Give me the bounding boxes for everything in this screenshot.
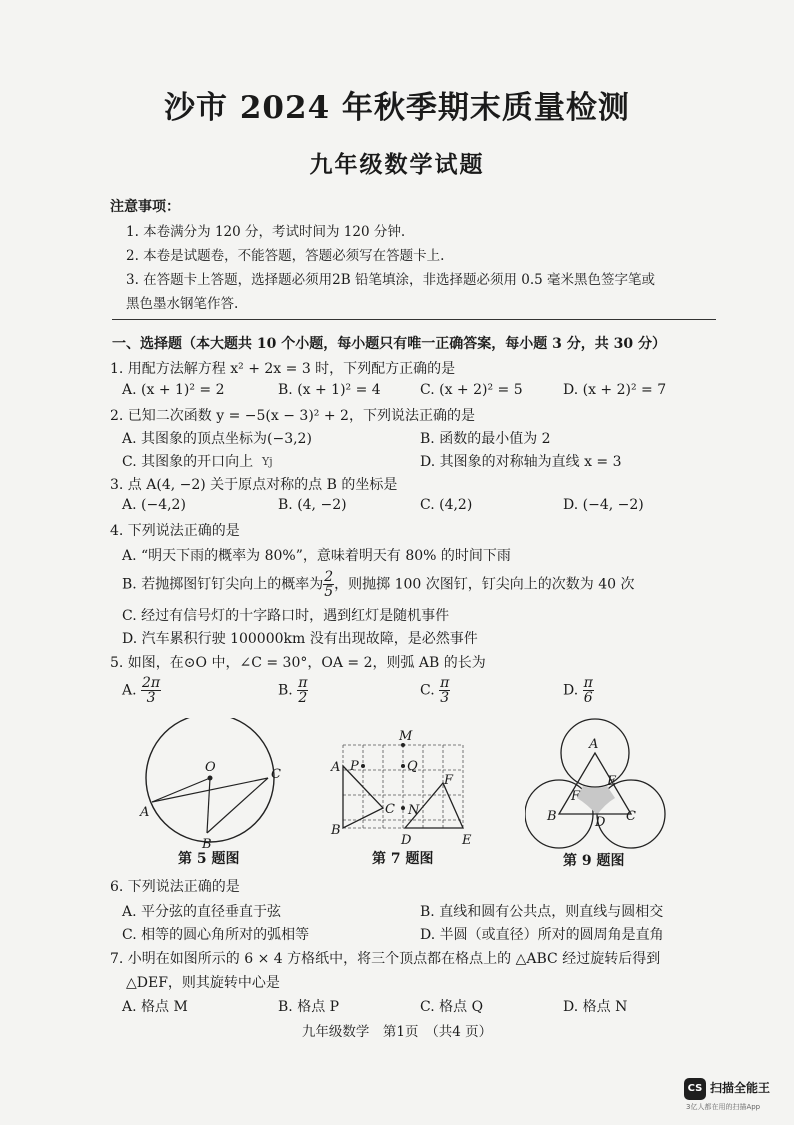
question-option-b bbox=[122, 570, 634, 599]
question-option: C. 相等的圆心角所对的弧相等 bbox=[122, 927, 310, 943]
page-title: 沙市 2024 年秋季期末质量检测 bbox=[164, 90, 630, 126]
figure-5-caption: 第 5 题图 bbox=[178, 851, 240, 867]
page-subtitle: 九年级数学试题 bbox=[309, 151, 485, 178]
label-f: F bbox=[571, 789, 581, 804]
figure-9-caption: 第 9 题图 bbox=[563, 853, 625, 869]
question-option bbox=[278, 676, 308, 705]
label-q: Q bbox=[407, 759, 418, 774]
question-option: D. 汽车累积行驶 100000km 没有出现故障，是必然事件 bbox=[122, 631, 478, 647]
label-e: E bbox=[462, 833, 472, 848]
label-a: A bbox=[589, 737, 599, 752]
question-option: A. “明天下雨的概率为 80%”，意味着明天有 80% 的时间下雨 bbox=[122, 548, 511, 564]
stray-mark: Yj bbox=[262, 455, 273, 468]
fraction bbox=[297, 676, 308, 705]
option-letter: D. bbox=[563, 682, 579, 699]
fraction-numerator: π bbox=[440, 675, 450, 691]
fraction-denominator: 3 bbox=[146, 690, 156, 706]
question-option: C. 经过有信号灯的十字路口时，遇到红灯是随机事件 bbox=[122, 608, 450, 624]
fraction bbox=[141, 676, 161, 705]
question-stem: 5. 如图，在⊙O 中，∠C = 30°，OA = 2，则弧 AB 的长为 bbox=[110, 655, 486, 671]
question-option: D. 格点 N bbox=[563, 999, 628, 1015]
question-option: B. (4, −2) bbox=[278, 497, 347, 513]
segment-oa bbox=[152, 778, 210, 802]
fraction-numerator: π bbox=[583, 675, 593, 691]
question-option: B. 函数的最小值为 2 bbox=[420, 431, 551, 447]
option-letter: B. bbox=[278, 682, 293, 699]
section-divider bbox=[112, 319, 716, 320]
question-stem: 4. 下列说法正确的是 bbox=[110, 523, 240, 539]
section-heading: 一、选择题（本大题共 10 个小题，每小题只有唯一正确答案，每小题 3 分，共 30 分） bbox=[112, 336, 666, 352]
point-q bbox=[401, 764, 405, 768]
question-option: C. (4,2) bbox=[420, 497, 473, 513]
question-option: A. (−4,2) bbox=[122, 497, 186, 513]
label-c: C bbox=[385, 802, 395, 817]
option-text: B. 若抛掷图钉钉尖向上的概率为 bbox=[122, 576, 324, 593]
question-option: B. 直线和圆有公共点，则直线与圆相交 bbox=[420, 904, 664, 920]
figure-7-grid-diagram bbox=[328, 728, 478, 848]
figure-5-circle-diagram bbox=[130, 718, 290, 853]
scanner-app-tagline: 3亿人都在用的扫描App bbox=[686, 1103, 761, 1111]
label-b: B bbox=[331, 823, 341, 838]
fraction bbox=[323, 570, 334, 599]
option-text: ，则抛掷 100 次图钉，钉尖向上的次数为 40 次 bbox=[334, 576, 635, 593]
question-option bbox=[122, 676, 161, 705]
fraction-numerator: 2 bbox=[324, 569, 334, 585]
scanner-logo-icon: CS bbox=[684, 1078, 706, 1100]
question-option: D. (x + 2)² = 7 bbox=[563, 382, 667, 398]
fraction bbox=[439, 676, 450, 705]
point-p bbox=[361, 764, 365, 768]
note-item: 1. 本卷满分为 120 分，考试时间为 120 分钟. bbox=[126, 224, 406, 240]
label-c: C bbox=[271, 767, 281, 782]
label-o: O bbox=[205, 760, 216, 775]
question-stem-continued: △DEF，则其旋转中心是 bbox=[126, 975, 280, 991]
segment-ob bbox=[207, 778, 210, 833]
label-d: D bbox=[595, 815, 606, 830]
question-option: A. 格点 M bbox=[122, 999, 188, 1015]
question-stem: 6. 下列说法正确的是 bbox=[110, 879, 240, 895]
question-option: A. 其图象的顶点坐标为(−3,2) bbox=[122, 431, 312, 447]
question-option: D. (−4, −2) bbox=[563, 497, 644, 513]
question-option: C. 格点 Q bbox=[420, 999, 484, 1015]
center-point bbox=[208, 776, 213, 781]
question-option: D. 半圆（或直径）所对的圆周角是直角 bbox=[420, 927, 664, 943]
fraction-denominator: 3 bbox=[440, 690, 450, 706]
question-option: C. 其图象的开口向上 bbox=[122, 454, 254, 470]
segment-bc bbox=[207, 778, 268, 833]
label-b: B bbox=[547, 809, 557, 824]
question-stem: 1. 用配方法解方程 x² + 2x = 3 时，下列配方正确的是 bbox=[110, 361, 456, 377]
label-m: M bbox=[399, 729, 413, 744]
scanner-app-name: 扫描全能王 bbox=[710, 1081, 771, 1095]
label-e: E bbox=[607, 774, 617, 789]
question-stem: 3. 点 A(4, −2) 关于原点对称的点 B 的坐标是 bbox=[110, 477, 398, 493]
question-option: B. (x + 1)² = 4 bbox=[278, 382, 381, 398]
label-d: D bbox=[401, 833, 412, 848]
fraction-numerator: π bbox=[298, 675, 308, 691]
note-item: 黑色墨水钢笔作答. bbox=[126, 296, 239, 312]
question-option: B. 格点 P bbox=[278, 999, 340, 1015]
shaded-region bbox=[577, 786, 615, 815]
figure-7-caption: 第 7 题图 bbox=[372, 851, 434, 867]
option-letter: A. bbox=[122, 682, 137, 699]
question-option: C. (x + 2)² = 5 bbox=[420, 382, 523, 398]
label-n: N bbox=[408, 803, 420, 818]
label-b: B bbox=[202, 837, 212, 852]
fraction-denominator: 5 bbox=[324, 584, 334, 600]
question-option: A. 平分弦的直径垂直于弦 bbox=[122, 904, 282, 920]
question-stem: 2. 已知二次函数 y = −5(x − 3)² + 2，下列说法正确的是 bbox=[110, 408, 475, 424]
question-option bbox=[563, 676, 594, 705]
note-item: 3. 在答题卡上答题，选择题必须用2B 铅笔填涂，非选择题必须用 0.5 毫米黑色签字笔或 bbox=[126, 272, 656, 288]
note-item: 2. 本卷是试题卷，不能答题，答题必须写在答题卡上. bbox=[126, 248, 445, 264]
figure-9-circles-diagram bbox=[525, 718, 670, 850]
question-option bbox=[420, 676, 450, 705]
label-c: C bbox=[626, 809, 636, 824]
fraction-numerator: 2π bbox=[142, 675, 161, 691]
question-option: A. (x + 1)² = 2 bbox=[122, 382, 225, 398]
label-p: P bbox=[350, 759, 359, 774]
label-f: F bbox=[444, 773, 454, 788]
label-a: A bbox=[140, 805, 150, 820]
question-option: D. 其图象的对称轴为直线 x = 3 bbox=[420, 454, 622, 470]
fraction-denominator: 2 bbox=[298, 690, 308, 706]
page-footer: 九年级数学 第1页 （共4 页） bbox=[301, 1024, 493, 1040]
fraction-denominator: 6 bbox=[583, 690, 593, 706]
label-a: A bbox=[331, 760, 341, 775]
fraction bbox=[583, 676, 594, 705]
notes-heading: 注意事项： bbox=[110, 199, 180, 215]
question-stem: 7. 小明在如图所示的 6 × 4 方格纸中，将三个顶点都在格点上的 △ABC 经过旋转后得到 bbox=[110, 951, 661, 967]
point-n bbox=[401, 806, 405, 810]
option-letter: C. bbox=[420, 682, 435, 699]
